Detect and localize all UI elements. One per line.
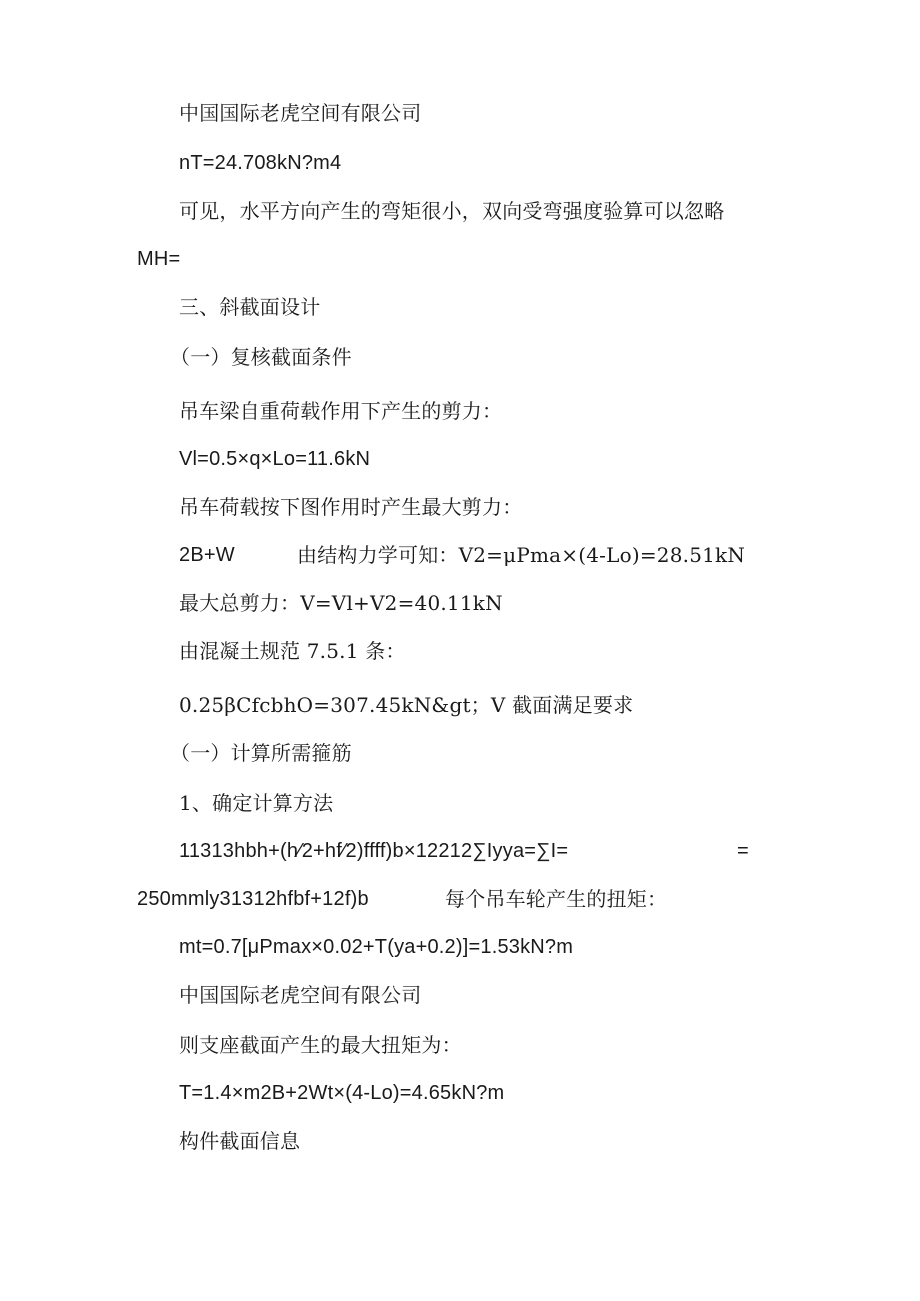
v2-formula: 由结构力学可知：V2=μPma×(4-Lo)=28.51kN (297, 543, 746, 567)
inertia-formula: 11313hbh+(h⁄2+hf⁄2)ffff)b×12212∑Iyya=∑I= (179, 840, 569, 862)
wheel-torque-text: 每个吊车轮产生的扭矩： (445, 887, 668, 911)
torque-value-line: nT=24.708kN?m4 (179, 152, 342, 174)
step-1-heading: 1、确定计算方法 (179, 791, 334, 815)
moment-conclusion-text: 可见，水平方向产生的弯矩很小，双向受弯强度验算可以忽略 (179, 199, 725, 223)
vl-formula: Vl=0.5×q×Lo=11.6kN (179, 448, 371, 470)
code-reference-text: 由混凝土规范 7.5.1 条： (179, 639, 406, 663)
crane-load-shear-text: 吊车荷载按下图作用时产生最大剪力： (179, 495, 523, 519)
load-expression-2bw: 2B+W (179, 544, 235, 566)
section-heading-3: 三、斜截面设计 (179, 295, 321, 319)
ly-formula: 250mmly31312hfbf+12f)b (137, 888, 369, 910)
max-torque-text: 则支座截面产生的最大扭矩为： (179, 1033, 462, 1057)
member-section-info-heading: 构件截面信息 (179, 1129, 301, 1153)
t-formula: T=1.4×m2B+2Wt×(4-Lo)=4.65kN?m (179, 1082, 505, 1104)
self-weight-shear-text: 吊车梁自重荷载作用下产生的剪力： (179, 399, 503, 423)
company-name-header: 中国国际老虎空间有限公司 (179, 101, 422, 125)
mh-label: MH= (137, 248, 181, 270)
section-check-formula: 0.25βCfcbhO=307.45kN&gt；V 截面满足要求 (179, 693, 634, 717)
equals-sign: = (737, 840, 749, 862)
total-shear-formula: 最大总剪力：V=Vl+V2=40.11kN (179, 591, 503, 615)
mt-formula: mt=0.7[μPmax×0.02+T(ya+0.2)]=1.53kN?m (179, 936, 574, 958)
subsection-heading-stirrups: （一）计算所需箍筋 (170, 741, 352, 765)
subsection-heading-check: （一）复核截面条件 (170, 345, 352, 369)
company-name-repeat: 中国国际老虎空间有限公司 (179, 983, 422, 1007)
